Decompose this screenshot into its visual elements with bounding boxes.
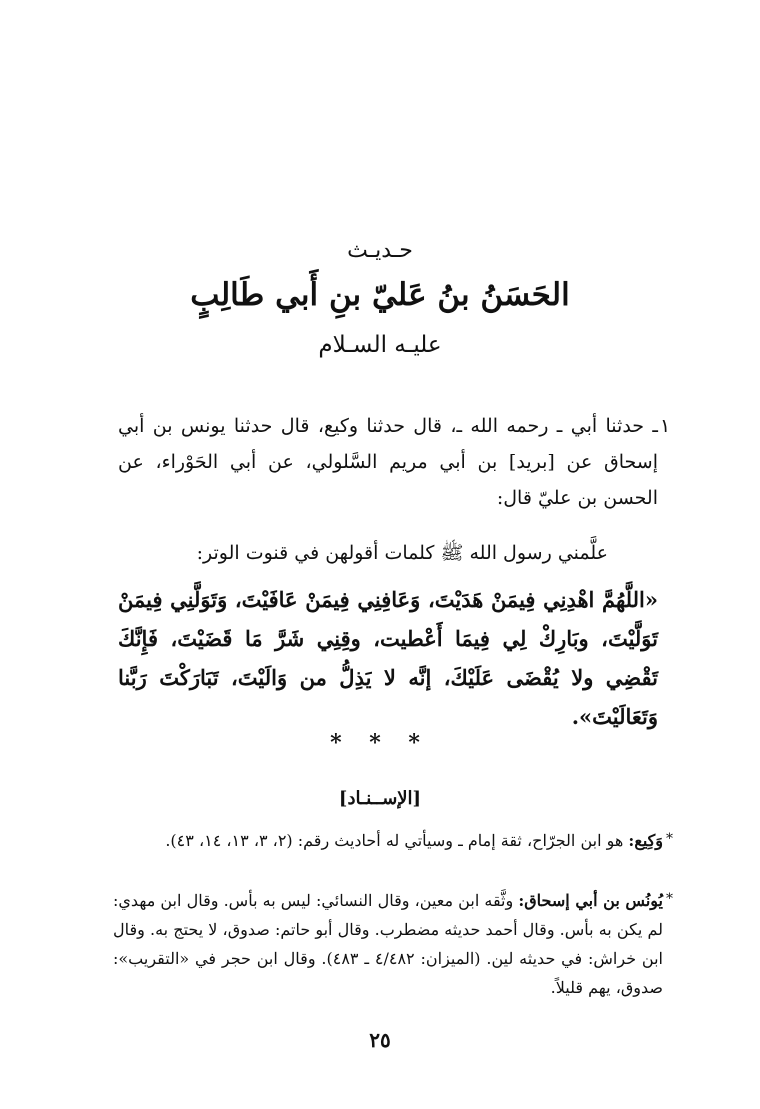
hadith-text: «اللَّهُمَّ اهْدِنِي فِيمَنْ هَدَيْتَ، وَعَافِنِي فِيمَنْ عَافَيْتَ، وَتَوَلَّنِي فِيمَنْ تَوَلَّيْتَ، وبَارِكْ لِي فِيمَا أَعْطيت، وقِنِي شَرَّ مَا قَضَيْتَ، فَإِنَّكَ تَقْضِي ولا يُقْضَى عَلَيْكَ، إنَّه لا يَذِلُّ من وَالَيْتَ، تَبَارَكْتَ رَبَّنا وَتَعَالَيْتَ». [118, 587, 658, 729]
note-star-icon: * [666, 891, 673, 907]
footnote-text: وثَّقه ابن معين، وقال النسائي: ليس به بأس. وقال ابن مهدي: لم يكن به بأس. وقال أحمد حديثه مضطرب. وقال أبو حاتم: صدوق، لا يحتج به. وقال ابن خراش: في حديثه لين. (الميزان: ٤/٤٨٢ ـ ٤٨٣). وقال ابن حجر في «التقريب»: صدوق، يهم قليلاً. [113, 891, 663, 997]
hadith-prelude: علَّمني رسول الله ﷺ كلمات أقولهن في قنوت الوتر: [196, 542, 608, 564]
footnote [113, 826, 663, 855]
hadith-chain: ـ حدثنا أبي ـ رحمه الله ـ، قال حدثنا وكيع، قال حدثنا يونس بن أبي إسحاق عن [بريد] بن أبي مريم السَّلولي، عن أبي الحَوْراء، عن الحسن بن عليّ قال: [118, 415, 658, 509]
page-title: الحَسَنُ بنُ عَليّ بنِ أَبي طَالِبٍ [190, 277, 570, 313]
footnote [113, 886, 663, 1002]
footnote-text: هو ابن الجرّاح، ثقة إمام ـ وسيأتي له أحاديث رقم: (٢، ٣، ١٣، ١٤، ٤٣). [165, 831, 629, 850]
section-label: حـديـث [347, 238, 413, 263]
isnad-heading: [الإســنـاد] [338, 788, 422, 809]
note-star-icon: * [666, 831, 673, 847]
page-number: ٢٥ [369, 1028, 391, 1052]
page-subtitle: عليـه السـلام [318, 332, 442, 358]
hadith-number: ١ [660, 415, 671, 437]
separator: * * * [330, 730, 430, 756]
footnote-name: يُونُس بن أبي إسحاق: [518, 891, 663, 910]
footnote-name: وَكِيع: [628, 831, 663, 850]
